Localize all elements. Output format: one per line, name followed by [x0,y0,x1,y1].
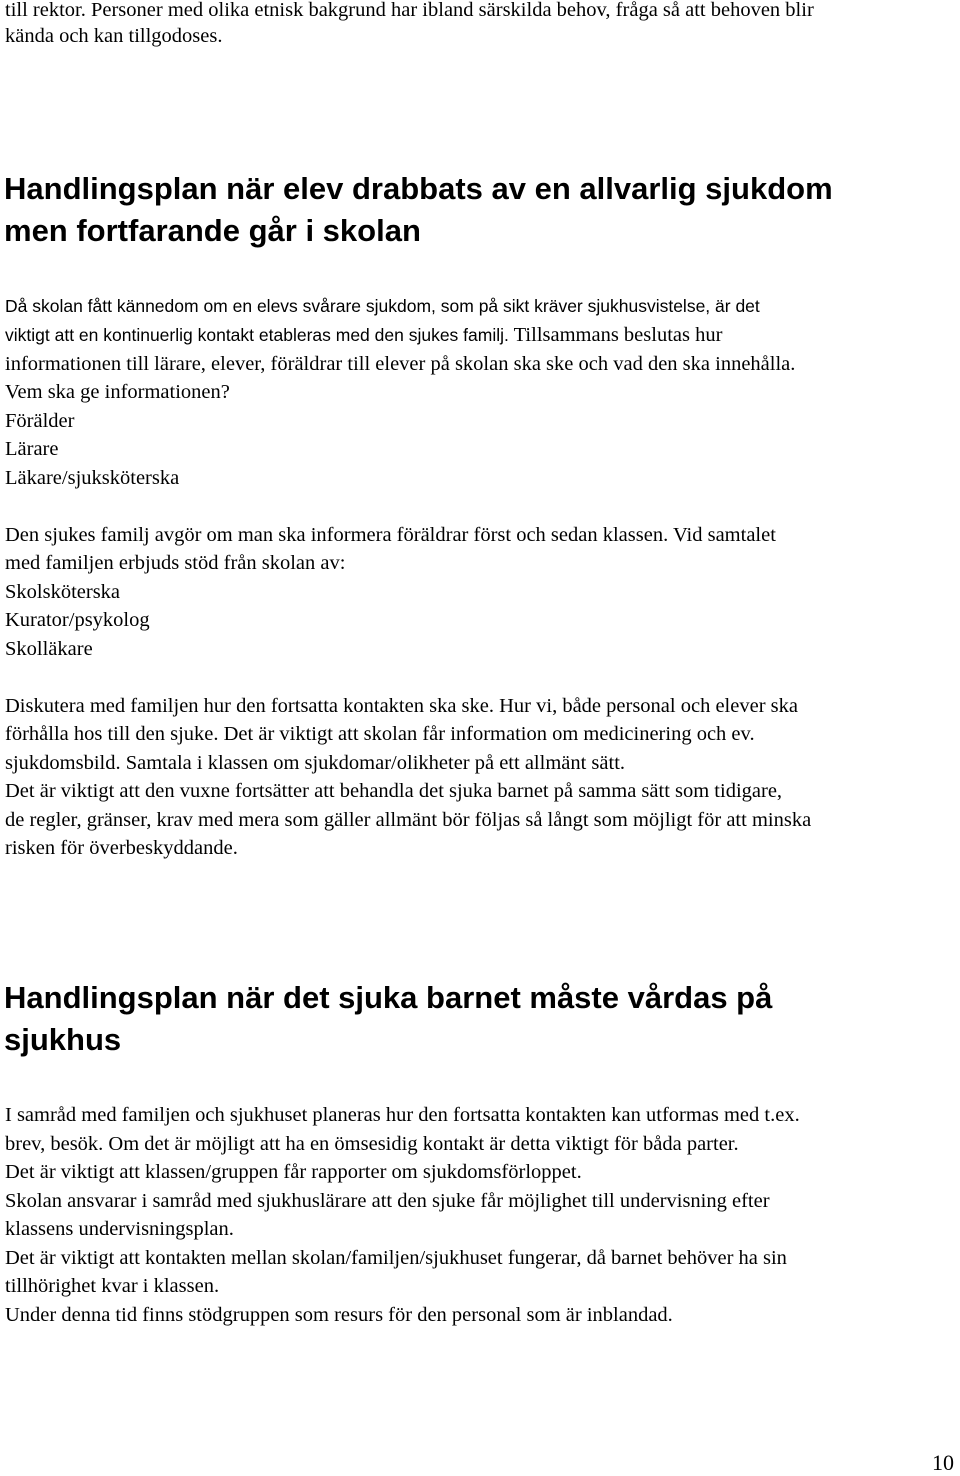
section-heading: men fortfarande går i skolan [4,213,421,248]
section-heading: Handlingsplan när det sjuka barnet måste vårdas på [4,980,773,1015]
list-item: Skolläkare [5,638,93,660]
body-text-line: Det är viktigt att klassen/gruppen får rapporter om sjukdomsförloppet. [5,1161,582,1183]
list-item: Förälder [5,410,75,432]
body-text-line: sjukdomsbild. Samtala i klassen om sjukdomar/olikheter på ett allmänt sätt. [5,752,626,774]
body-text-line: informationen till lärare, elever, föräldrar till elever på skolan ska ske och vad den ska innehålla. [5,353,796,375]
body-text-line: kända och kan tillgodoses. [5,25,223,47]
body-text-line: risken för överbeskyddande. [5,837,238,859]
body-text-line [5,321,722,350]
page-number: 10 [932,1450,954,1475]
body-text-line: Under denna tid finns stödgruppen som resurs för den personal som är inblandad. [5,1304,673,1326]
body-text-line: med familjen erbjuds stöd från skolan av: [5,552,346,574]
section-heading: sjukhus [4,1022,122,1057]
body-text-line: I samråd med familjen och sjukhuset planeras hur den fortsatta kontakten kan utformas med t.ex. [5,1104,800,1126]
body-text-line: tillhörighet kvar i klassen. [5,1275,220,1297]
body-text-line: Det är viktigt att kontakten mellan skolan/familjen/sjukhuset fungerar, då barnet behöver ha sin [5,1247,787,1269]
list-item: Lärare [5,438,59,460]
body-text-line: till rektor. Personer med olika etnisk bakgrund har ibland särskilda behov, fråga så att behoven blir [5,0,814,21]
body-text-line: klassens undervisningsplan. [5,1218,234,1240]
section-heading: Handlingsplan när elev drabbats av en allvarlig sjukdom [4,171,833,206]
body-text-line: Diskutera med familjen hur den fortsatta kontakten ska ske. Hur vi, både personal och elever ska [5,695,798,717]
body-text-line: brev, besök. Om det är möjligt att ha en ömsesidig kontakt är detta viktigt för båda parter. [5,1133,739,1155]
body-text-line: Vem ska ge informationen? [5,381,230,403]
body-text-line: förhålla hos till den sjuke. Det är viktigt att skolan får information om medicinering och ev. [5,723,755,745]
body-text-line: Det är viktigt att den vuxne fortsätter att behandla det sjuka barnet på samma sätt som tidigare, [5,780,783,802]
list-item: Skolsköterska [5,581,121,603]
body-text-fragment: Tillsammans beslutas hur [508,324,723,346]
body-text-line: Skolan ansvarar i samråd med sjukhuslärare att den sjuke får möjlighet till undervisning efter [5,1190,770,1212]
body-text-line: de regler, gränser, krav med mera som gäller allmänt bör följas så långt som möjligt för att minska [5,809,812,831]
list-item: Kurator/psykolog [5,609,150,631]
body-text-fragment: viktigt att en kontinuerlig kontakt etableras med den sjukes familj. [5,325,509,345]
list-item: Läkare/sjuksköterska [5,467,180,489]
body-text-line: Den sjukes familj avgör om man ska informera föräldrar först och sedan klassen. Vid samtalet [5,524,776,546]
body-text-line: Då skolan fått kännedom om en elevs svårare sjukdom, som på sikt kräver sjukhusvistelse, är det [5,296,760,316]
